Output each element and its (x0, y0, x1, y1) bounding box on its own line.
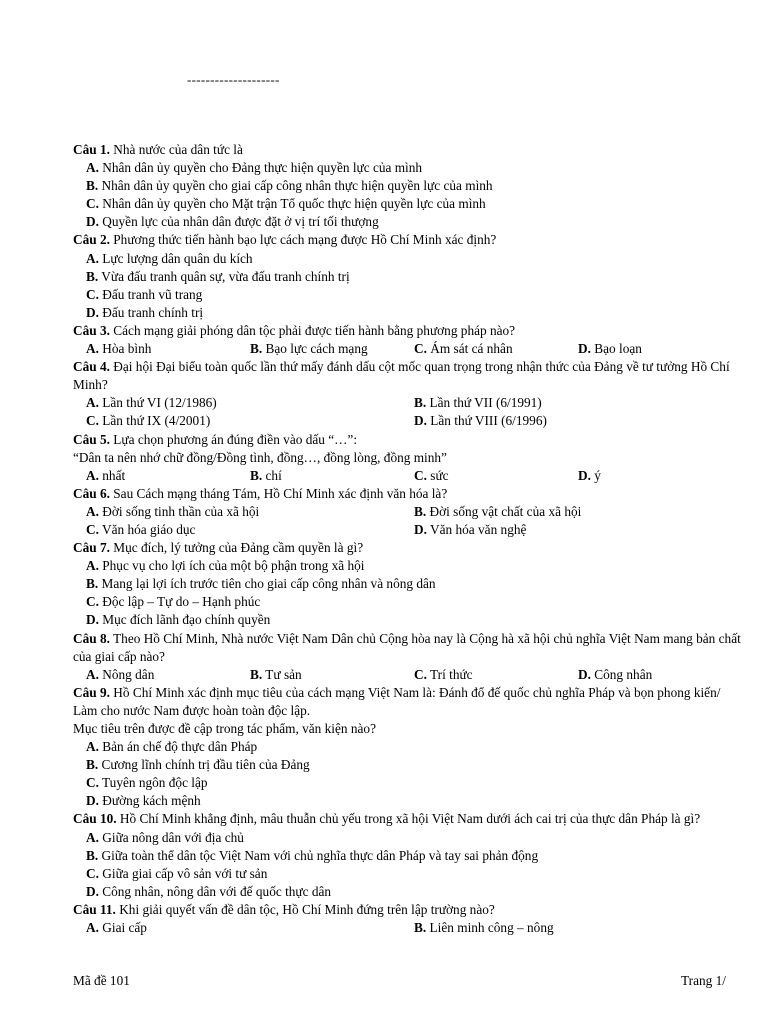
question-text: Hồ Chí Minh xác định mục tiêu của cách mạng Việt Nam là: Đánh đổ đế quốc chủ nghĩa Pháp và bọn phong kiến/ Làm cho nước Nam được hoàn toàn độc lập. (73, 684, 721, 718)
question-number: Câu 5. (73, 431, 110, 447)
option[interactable] (250, 666, 414, 684)
option[interactable] (73, 611, 745, 629)
option-letter: C. (86, 865, 99, 881)
option[interactable] (73, 865, 745, 883)
question-text: Phương thức tiến hành bạo lực cách mạng được Hồ Chí Minh xác định? (113, 232, 497, 248)
option-letter: C. (86, 286, 99, 302)
option[interactable] (86, 467, 250, 485)
option[interactable] (86, 919, 414, 937)
option-letter: A. (86, 829, 99, 845)
question-quote: “Dân ta nên nhớ chữ đồng/Đồng tình, đồng…, đồng lòng, đồng minh” (73, 449, 447, 465)
option-text: Phục vụ cho lợi ích của một bộ phận trong xã hội (102, 558, 365, 574)
option-letter: B. (86, 576, 99, 592)
option[interactable] (73, 774, 745, 792)
question (73, 901, 745, 919)
option-row (73, 666, 745, 684)
option-text: Cương lĩnh chính trị đầu tiên của Đảng (101, 757, 310, 773)
option-letter: B. (250, 467, 263, 483)
option-row (73, 919, 745, 937)
question-text: Sau Cách mạng tháng Tám, Hồ Chí Minh xác định văn hóa là? (113, 485, 448, 501)
option-text: nhất (102, 467, 126, 483)
option-letter: A. (86, 467, 99, 483)
option-text: Mang lại lợi ích trước tiên cho giai cấp công nhân và nông dân (101, 576, 436, 592)
option-letter: B. (86, 178, 99, 194)
option-text: sức (430, 467, 449, 483)
option-letter: B. (86, 847, 99, 863)
option-letter: A. (86, 503, 99, 519)
option-text: Nhân dân ủy quyền cho giai cấp công nhân thực hiện quyền lực của mình (101, 178, 493, 194)
option-letter: D. (86, 612, 99, 628)
question-number: Câu 4. (73, 359, 110, 375)
option-row (73, 394, 745, 412)
question-text: Hồ Chí Minh khẳng định, mâu thuẫn chủ yếu trong xã hội Việt Nam dưới ách cai trị của thực dân Pháp là gì? (119, 811, 701, 827)
question (73, 684, 745, 720)
option-text: Giữa giai cấp vô sản với tư sản (102, 865, 268, 881)
option[interactable] (414, 467, 578, 485)
option-text: Văn hóa giáo dục (102, 521, 196, 537)
option[interactable] (414, 521, 742, 539)
option-text: Tuyên ngôn độc lập (102, 775, 208, 791)
option-text: chí (265, 467, 282, 483)
option-letter: D. (414, 521, 427, 537)
option-letter: A. (86, 920, 99, 936)
option-row (73, 467, 745, 485)
option[interactable] (250, 467, 414, 485)
option-text: Nhân dân ủy quyền cho Đảng thực hiện quyền lực của mình (102, 160, 423, 176)
option[interactable] (73, 250, 745, 268)
option-text: Trí thức (430, 666, 473, 682)
option[interactable] (86, 503, 414, 521)
option-text: Lực lượng dân quân du kích (102, 250, 253, 266)
option-letter: C. (86, 521, 99, 537)
option-letter: C. (86, 413, 99, 429)
option-letter: D. (414, 413, 427, 429)
option-letter: B. (414, 395, 427, 411)
option[interactable] (578, 666, 742, 684)
question-text: Nhà nước của dân tức là (113, 142, 243, 157)
option-text: Lần thứ VII (6/1991) (429, 395, 542, 411)
option[interactable] (86, 666, 250, 684)
option[interactable] (414, 503, 742, 521)
option[interactable] (73, 268, 745, 286)
option-text: Đời sống tinh thần của xã hội (102, 503, 260, 519)
option-text: Hòa bình (102, 341, 152, 357)
option[interactable] (250, 340, 414, 358)
option-letter: A. (86, 250, 99, 266)
option-letter: A. (86, 558, 99, 574)
option-text: Giữa nông dân với địa chủ (102, 829, 244, 845)
option-letter: B. (250, 666, 263, 682)
option[interactable] (414, 340, 578, 358)
option-letter: A. (86, 395, 99, 411)
option[interactable] (86, 412, 414, 430)
question (73, 231, 745, 249)
option-letter: A. (86, 341, 99, 357)
question-number: Câu 1. (73, 142, 110, 157)
option[interactable] (73, 286, 745, 304)
option[interactable] (73, 557, 745, 575)
option-text: Quyền lực của nhân dân được đặt ở vị trí tối thượng (102, 214, 379, 230)
option-row (73, 521, 745, 539)
question-text: Mục đích, lý tưởng của Đảng cầm quyền là gì? (113, 540, 364, 556)
question-subtext: Mục tiêu trên được đề cập trong tác phẩm, văn kiện nào? (73, 721, 376, 736)
question (73, 322, 745, 340)
option[interactable] (578, 467, 742, 485)
option-text: Bạo lực cách mạng (265, 341, 368, 357)
option-text: Ám sát cá nhân (430, 341, 513, 357)
question (73, 358, 745, 394)
option-text: Tư sản (265, 666, 302, 682)
option-text: Liên minh công – nông (429, 920, 554, 936)
option-text: Lần thứ VIII (6/1996) (430, 413, 547, 429)
option-letter: D. (578, 341, 591, 357)
option-letter: B. (86, 757, 99, 773)
option-text: Văn hóa văn nghệ (430, 521, 527, 537)
option-letter: C. (86, 775, 99, 791)
option-letter: B. (414, 920, 427, 936)
option[interactable] (73, 213, 745, 231)
option-text: Nhân dân ủy quyền cho Mặt trận Tổ quốc thực hiện quyền lực của mình (102, 196, 486, 212)
option-text: Công nhân, nông dân với đế quốc thực dân (102, 883, 332, 899)
question-number: Câu 10. (73, 811, 117, 827)
question-number: Câu 8. (73, 630, 110, 646)
option[interactable] (73, 575, 745, 593)
exam-code: Mã đề 101 (73, 973, 130, 988)
option[interactable] (414, 394, 742, 412)
option-text: ý (594, 467, 601, 483)
option[interactable] (73, 792, 745, 810)
option[interactable] (86, 521, 414, 539)
option[interactable] (73, 847, 745, 865)
option-text: Đường kách mệnh (102, 793, 201, 809)
question (73, 485, 745, 503)
option-row (73, 340, 745, 358)
question-text: Khi giải quyết vấn đề dân tộc, Hồ Chí Minh đứng trên lập trường nào? (119, 901, 495, 917)
question-number: Câu 11. (73, 901, 116, 917)
option-text: Lần thứ IX (4/2001) (102, 413, 211, 429)
option[interactable] (73, 195, 745, 213)
option-text: Đấu tranh vũ trang (102, 286, 203, 302)
option[interactable] (73, 738, 745, 756)
option-letter: B. (250, 341, 263, 357)
option-text: Độc lập – Tự do – Hạnh phúc (102, 594, 261, 610)
option-letter: C. (86, 594, 99, 610)
option-text: Đấu tranh chính trị (102, 304, 204, 320)
option[interactable] (73, 177, 745, 195)
option-letter: C. (86, 196, 99, 212)
page-number: Trang 1/ (681, 973, 726, 988)
option-text: Giữa toàn thể dân tộc Việt Nam với chủ nghĩa thực dân Pháp và tay sai phản động (101, 847, 539, 863)
question (73, 141, 745, 159)
question-number: Câu 7. (73, 540, 110, 556)
question (73, 431, 745, 449)
option[interactable] (414, 666, 578, 684)
option[interactable] (414, 412, 742, 430)
option[interactable] (73, 593, 745, 611)
option-text: Bản án chế độ thực dân Pháp (102, 739, 258, 755)
option-text: Lần thứ VI (12/1986) (102, 395, 217, 411)
question-text: Đại hội Đại biểu toàn quốc lần thứ mấy đánh dấu cột mốc quan trọng trong nhận thức của Đảng về tư tưởng Hồ Chí Minh? (73, 359, 730, 393)
option-text: Giai cấp (102, 920, 147, 936)
option[interactable] (73, 883, 745, 901)
option-text: Mục đích lãnh đạo chính quyền (102, 612, 271, 628)
option[interactable] (578, 340, 742, 358)
question-number: Câu 9. (73, 684, 110, 700)
option-letter: C. (414, 341, 427, 357)
option-text: Công nhân (594, 666, 653, 682)
option-text: Đời sống vật chất của xã hội (429, 503, 582, 519)
option-letter: D. (578, 467, 591, 483)
option-text: Nông dân (102, 666, 155, 682)
option-letter: B. (86, 268, 99, 284)
question-number: Câu 2. (73, 232, 110, 248)
option[interactable] (86, 340, 250, 358)
option-text: Vừa đấu tranh quân sự, vừa đấu tranh chính trị (101, 268, 350, 284)
option-letter: B. (414, 503, 427, 519)
question-number: Câu 3. (73, 322, 110, 338)
question-text: Theo Hồ Chí Minh, Nhà nước Việt Nam Dân chủ Cộng hòa nay là Cộng hà xã hội chủ nghĩa Việt Nam mang bản chất của giai cấp nào? (73, 630, 741, 664)
option[interactable] (73, 304, 745, 322)
option-letter: A. (86, 160, 99, 176)
option[interactable] (73, 829, 745, 847)
question-list (73, 141, 745, 937)
option-letter: D. (578, 666, 591, 682)
question (73, 810, 745, 828)
option-row (73, 503, 745, 521)
option-text: Bạo loạn (594, 341, 642, 357)
option[interactable] (73, 756, 745, 774)
option-letter: D. (86, 304, 99, 320)
option-row (73, 412, 745, 430)
question-number: Câu 6. (73, 485, 110, 501)
question (73, 539, 745, 557)
option[interactable] (414, 919, 742, 937)
option-letter: D. (86, 793, 99, 809)
option[interactable] (73, 159, 745, 177)
question (73, 630, 745, 666)
option-letter: D. (86, 214, 99, 230)
option[interactable] (86, 394, 414, 412)
option-letter: C. (414, 467, 427, 483)
option-letter: D. (86, 883, 99, 899)
option-letter: C. (414, 666, 427, 682)
question-text: Cách mạng giải phóng dân tộc phải được tiến hành bằng phương pháp nào? (113, 322, 516, 338)
header-divider: -------------------- (187, 72, 280, 87)
option-letter: A. (86, 666, 99, 682)
question-text: Lựa chọn phương án đúng điền vào dấu “…”: (113, 431, 358, 447)
option-letter: A. (86, 739, 99, 755)
